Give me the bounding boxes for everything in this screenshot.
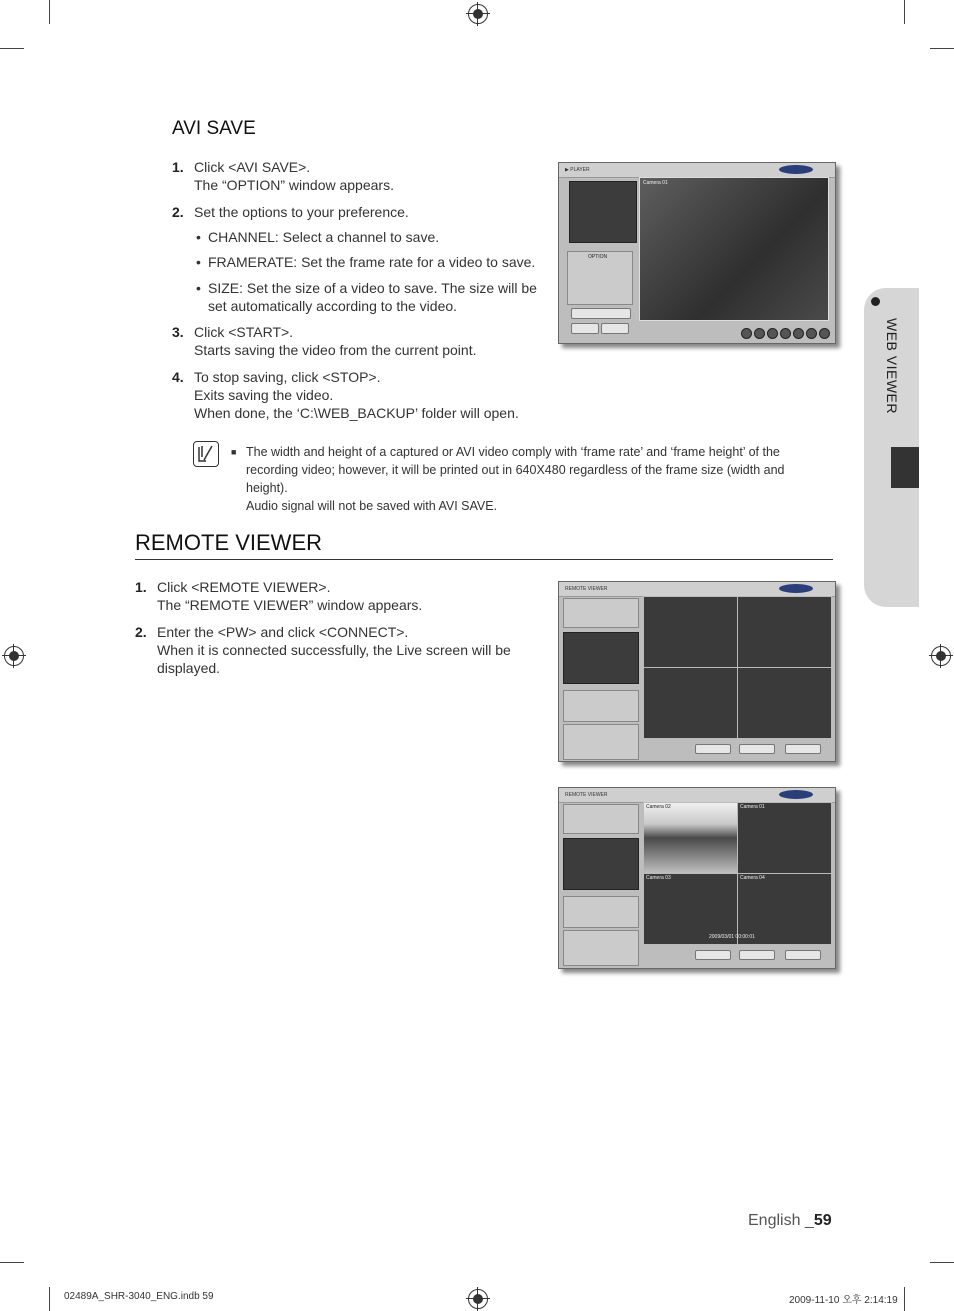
step-line: Exits saving the video.	[194, 387, 334, 403]
crop-mark	[49, 0, 50, 24]
samsung-logo-icon	[779, 790, 813, 799]
camera-cell	[737, 802, 832, 874]
camera-cell	[643, 596, 738, 668]
time-panel	[569, 181, 637, 243]
note-square-icon: ■	[231, 447, 237, 457]
step-number: 2.	[172, 204, 184, 220]
camera-label: Camera 02	[646, 804, 671, 810]
crop-mark	[0, 1262, 24, 1263]
samsung-logo-icon	[779, 165, 813, 174]
print-file-info: 02489A_SHR-3040_ENG.indb 59	[64, 1291, 214, 1302]
note-line: Audio signal will not be saved with AVI SAVE.	[246, 499, 498, 513]
avi-step-4	[172, 368, 592, 422]
player-screenshot	[558, 162, 836, 344]
camera-cell-live	[643, 802, 738, 874]
disconnect-button[interactable]	[695, 950, 731, 960]
log-pane	[563, 632, 639, 684]
camera-label: Camera 01	[643, 180, 668, 186]
registration-mark-icon	[468, 1289, 488, 1309]
step-line: Enter the <PW> and click <CONNECT>.	[157, 624, 409, 640]
note-line: The width and height of a captured or AVI video comply with ‘frame rate’ and ‘frame height’ of the recording video; however, it will be printed out in 640X480 regardless of the frame size (width and height).	[246, 445, 785, 495]
control-button-icon[interactable]	[754, 328, 765, 339]
step-line: Starts saving the video from the current point.	[194, 342, 477, 358]
step-line: When done, the ‘C:\WEB_BACKUP’ folder will open.	[194, 405, 519, 421]
step-line: When it is connected successfully, the Live screen will be displayed.	[157, 642, 511, 676]
samsung-logo-icon	[779, 584, 813, 593]
control-button-icon[interactable]	[780, 328, 791, 339]
crop-mark	[904, 0, 905, 24]
camera-cell	[737, 667, 832, 739]
avi-step-3	[172, 323, 552, 359]
login-panel	[563, 598, 639, 628]
login-panel	[563, 804, 639, 834]
chapter-tab-marker	[891, 447, 919, 488]
control-button-icon[interactable]	[741, 328, 752, 339]
window-title: REMOTE VIEWER	[565, 586, 608, 592]
avi-save-heading: AVI SAVE	[172, 118, 256, 139]
camera-view	[639, 177, 829, 321]
control-panel	[563, 896, 639, 928]
crop-mark	[930, 48, 954, 49]
remote-viewer-live-screenshot	[558, 787, 836, 969]
bullet-item	[196, 253, 548, 271]
control-button-icon[interactable]	[793, 328, 804, 339]
crop-mark	[49, 1287, 50, 1311]
step-line: Click <AVI SAVE>.	[194, 159, 311, 175]
step-line: The “REMOTE VIEWER” window appears.	[157, 597, 423, 613]
bullet-dot-icon	[871, 297, 880, 306]
toolbar-button[interactable]	[785, 950, 821, 960]
bullet-text: CHANNEL: Select a channel to save.	[208, 229, 440, 245]
chapter-label: WEB VIEWER	[884, 318, 900, 415]
window-title: ▶ PLAYER	[565, 167, 590, 173]
step-number: 1.	[172, 159, 184, 175]
stop-button[interactable]	[601, 323, 629, 334]
start-button[interactable]	[571, 323, 599, 334]
camera-label: Camera 04	[740, 875, 765, 881]
camera-label: Camera 03	[646, 875, 671, 881]
toolbar-button[interactable]	[739, 950, 775, 960]
bullet-icon: •	[196, 229, 201, 245]
registration-mark-icon	[468, 4, 488, 24]
toolbar-button[interactable]	[739, 744, 775, 754]
step-line: Click <START>.	[194, 324, 294, 340]
camera-label: Camera 01	[740, 804, 765, 810]
page-footer	[748, 1212, 832, 1230]
step-line: Click <REMOTE VIEWER>.	[157, 579, 331, 595]
ptz-panel	[563, 724, 639, 760]
step-number: 4.	[172, 369, 184, 385]
window-title: REMOTE VIEWER	[565, 792, 608, 798]
avi-step-1	[172, 158, 552, 194]
bullet-icon: •	[196, 254, 201, 270]
bullet-text: SIZE: Set the size of a video to save. The size will be set automatically according to the video.	[208, 280, 537, 314]
option-panel	[567, 251, 633, 305]
step-number: 2.	[135, 624, 147, 640]
section-divider	[135, 559, 833, 560]
control-button-icon[interactable]	[767, 328, 778, 339]
print-date-info: 2009-11-10 오후 2:14:19	[789, 1295, 898, 1306]
control-panel	[563, 690, 639, 722]
step-line: The “OPTION” window appears.	[194, 177, 394, 193]
crop-mark	[0, 48, 24, 49]
remote-step-2	[135, 623, 515, 677]
step-number: 3.	[172, 324, 184, 340]
bullet-text: FRAMERATE: Set the frame rate for a video to save.	[208, 254, 536, 270]
timestamp-label: 2009/03/01 00:00:01	[709, 934, 755, 940]
bullet-icon: •	[196, 280, 201, 296]
remote-viewer-screenshot	[558, 581, 836, 762]
footer-language: English _	[748, 1212, 814, 1229]
ptz-panel	[563, 930, 639, 966]
toolbar-button[interactable]	[785, 744, 821, 754]
note-icon	[193, 441, 219, 467]
avi-save-button[interactable]	[571, 308, 631, 319]
page-number: 59	[813, 1212, 832, 1229]
step-line: To stop saving, click <STOP>.	[194, 369, 381, 385]
bullet-item	[196, 279, 548, 315]
remote-viewer-heading: REMOTE VIEWER	[135, 530, 323, 555]
crop-mark	[904, 1287, 905, 1311]
registration-mark-icon	[931, 646, 951, 666]
camera-cell	[643, 667, 738, 739]
log-pane	[563, 838, 639, 890]
step-number: 1.	[135, 579, 147, 595]
registration-mark-icon	[4, 646, 24, 666]
control-button-icon[interactable]	[819, 328, 830, 339]
camera-cell	[737, 596, 832, 668]
note-block	[231, 443, 821, 515]
connect-button[interactable]	[695, 744, 731, 754]
option-header: OPTION	[588, 254, 608, 260]
step-line: Set the options to your preference.	[194, 204, 409, 220]
control-button-icon[interactable]	[806, 328, 817, 339]
avi-step-2	[172, 203, 552, 221]
remote-step-1	[135, 578, 535, 614]
crop-mark	[930, 1262, 954, 1263]
bullet-item	[196, 228, 548, 246]
